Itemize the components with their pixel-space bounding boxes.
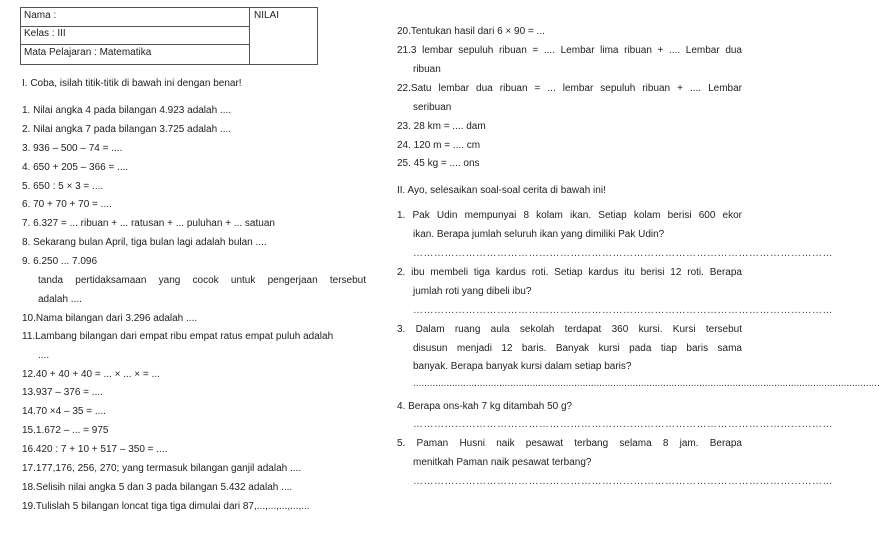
question-9: 9. 6.250 ... 7.096 <box>22 256 98 267</box>
question-3: 3. 936 – 500 – 74 = .... <box>22 143 123 154</box>
question-19: 19.Tulislah 5 bilangan loncat tiga tiga dimulai dari 87,...,...,...,...,... <box>22 501 310 512</box>
problem-5-end: menitkah Paman naik pesawat terbang? <box>413 457 592 468</box>
subject-label: Mata Pelajaran : Matematika <box>24 47 152 58</box>
subject-row <box>21 45 249 63</box>
answer-line-4[interactable]: ………………………………………………………………………………………………………… <box>413 419 833 430</box>
question-6: 6. 70 + 70 + 70 = .... <box>22 199 112 210</box>
class-row <box>21 26 249 45</box>
question-1: 1. Nilai angka 4 pada bilangan 4.923 adalah .... <box>22 105 232 116</box>
question-11: 11.Lambang bilangan dari empat ribu empat ratus empat puluh adalah <box>22 331 334 342</box>
box-divider <box>249 8 250 64</box>
identity-box <box>20 7 318 65</box>
problem-1: 1. Pak Udin mempunyai 8 kolam ikan. Setiap kolam berisi 600 ekor <box>397 210 742 221</box>
question-7: 7. 6.327 = ... ribuan + ... ratusan + ... puluhan + ... satuan <box>22 218 275 229</box>
question-23: 23. 28 km = .... dam <box>397 121 486 132</box>
problem-3: 3. Dalam ruang aula sekolah terdapat 360 kursi. Kursi tersebut <box>397 324 742 335</box>
question-17: 17.177,176, 256, 270; yang termasuk bilangan ganjil adalah .... <box>22 463 302 474</box>
question-14: 14.70 ×4 – 35 = .... <box>22 406 106 417</box>
answer-line-1[interactable]: ………………………………………………………………………………………………………… <box>413 248 833 259</box>
question-21-end: ribuan <box>413 64 441 75</box>
question-22-end: seribuan <box>413 102 452 113</box>
question-12: 12.40 + 40 + 40 = ... × ... × = ... <box>22 369 160 380</box>
problem-1-end: ikan. Berapa jumlah seluruh ikan yang dimiliki Pak Udin? <box>413 229 665 240</box>
question-22: 22.Satu lembar dua ribuan = ... lembar sepuluh ribuan + .... Lembar <box>397 83 742 94</box>
problem-2: 2. ibu membeli tiga kardus roti. Setiap kardus itu berisi 12 roti. Berapa <box>397 267 742 278</box>
question-18: 18.Selisih nilai angka 5 dan 3 pada bilangan 5.432 adalah .... <box>22 482 293 493</box>
question-20: 20.Tentukan hasil dari 6 × 90 = ... <box>397 26 545 37</box>
question-9-end: adalah .... <box>38 294 82 305</box>
question-10: 10.Nama bilangan dari 3.296 adalah .... <box>22 313 198 324</box>
question-2: 2. Nilai angka 7 pada bilangan 3.725 adalah .... <box>22 124 232 135</box>
score-label: NILAI <box>254 10 280 21</box>
answer-line-2[interactable]: ………………………………………………………………………………………………………… <box>413 305 833 316</box>
question-4: 4. 650 + 205 – 366 = .... <box>22 162 129 173</box>
question-5: 5. 650 : 5 × 3 = .... <box>22 181 104 192</box>
question-16: 16.420 : 7 + 10 + 517 – 350 = .... <box>22 444 168 455</box>
question-9-continuation: tanda pertidaksamaan yang cocok untuk pengerjaan tersebut <box>38 275 366 286</box>
problem-5: 5. Paman Husni naik pesawat terbang selama 8 jam. Berapa <box>397 438 742 449</box>
problem-3-end: banyak. Berapa banyak kursi dalam setiap baris? <box>413 361 632 372</box>
answer-line-5[interactable]: ………………………………………………………………………………………………………… <box>413 476 833 487</box>
answer-line-3[interactable]: ........................................................................................................................................................................ <box>413 378 880 389</box>
question-25: 25. 45 kg = .... ons <box>397 158 480 169</box>
section2-title: II. Ayo, selesaikan soal-soal cerita di bawah ini! <box>397 185 606 196</box>
class-label: Kelas : III <box>24 28 66 39</box>
section1-title: I. Coba, isilah titik-titik di bawah ini dengan benar! <box>22 78 242 89</box>
question-15: 15.1.672 – ... = 975 <box>22 425 109 436</box>
question-21: 21.3 lembar sepuluh ribuan = .... Lembar lima ribuan + .... Lembar dua <box>397 45 742 56</box>
problem-2-end: jumlah roti yang dibeli ibu? <box>413 286 532 297</box>
problem-3-line-2: disusun menjadi 12 baris. Banyak kursi pada tiap baris sama <box>413 343 742 354</box>
question-11-end: .... <box>38 350 50 361</box>
problem-4: 4. Berapa ons-kah 7 kg ditambah 50 g? <box>397 401 573 412</box>
question-24: 24. 120 m = .... cm <box>397 140 481 151</box>
name-row <box>21 8 249 27</box>
question-8: 8. Sekarang bulan April, tiga bulan lagi adalah bulan .... <box>22 237 267 248</box>
name-label: Nama : <box>24 10 57 21</box>
question-13: 13.937 – 376 = .... <box>22 387 103 398</box>
